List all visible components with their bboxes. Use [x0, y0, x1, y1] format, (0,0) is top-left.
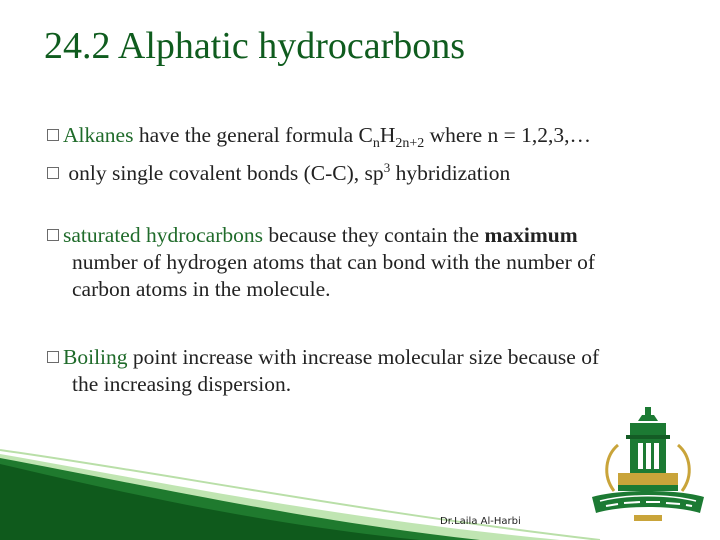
bullet-alkanes: [47, 122, 680, 157]
superscript-3: 3: [383, 160, 391, 175]
bullet-text: hybridization: [390, 161, 511, 185]
term-saturated: saturated hydrocarbons: [63, 223, 263, 247]
bullet-text: where n = 1,2,3,…: [424, 123, 592, 147]
subscript-2n2: 2n+2: [395, 136, 425, 151]
bullet-box-icon: [47, 229, 59, 241]
author-credit: Dr.Laila Al-Harbi: [440, 516, 521, 527]
term-boiling: Boiling: [63, 345, 128, 369]
bullet-text: because they contain the: [263, 223, 485, 247]
bullet-text-line: the increasing dispersion.: [72, 372, 292, 396]
bullet-text-line: carbon atoms in the molecule.: [72, 277, 331, 301]
bullet-boiling: [47, 344, 680, 398]
bullet-text: have the general formula C: [133, 123, 373, 147]
bullet-text: only single covalent bonds (C-C), sp: [63, 161, 384, 185]
term-alkanes: Alkanes: [63, 123, 134, 147]
formula-h: H: [379, 123, 396, 147]
bullet-box-icon: [47, 129, 59, 141]
bullet-box-icon: [47, 351, 59, 363]
bullet-text-line: number of hydrogen atoms that can bond with the number of: [72, 250, 596, 274]
slide-title: 24.2 Alphatic hydrocarbons: [44, 25, 466, 67]
subscript-n: n: [372, 136, 380, 151]
bullet-saturated: [47, 222, 680, 303]
bullet-text: point increase with increase molecular size because of: [127, 345, 600, 369]
bullet-box-icon: [47, 167, 59, 179]
bold-maximum: maximum: [484, 223, 578, 247]
university-emblem: [588, 405, 708, 523]
bullet-single-bonds: [47, 154, 680, 187]
